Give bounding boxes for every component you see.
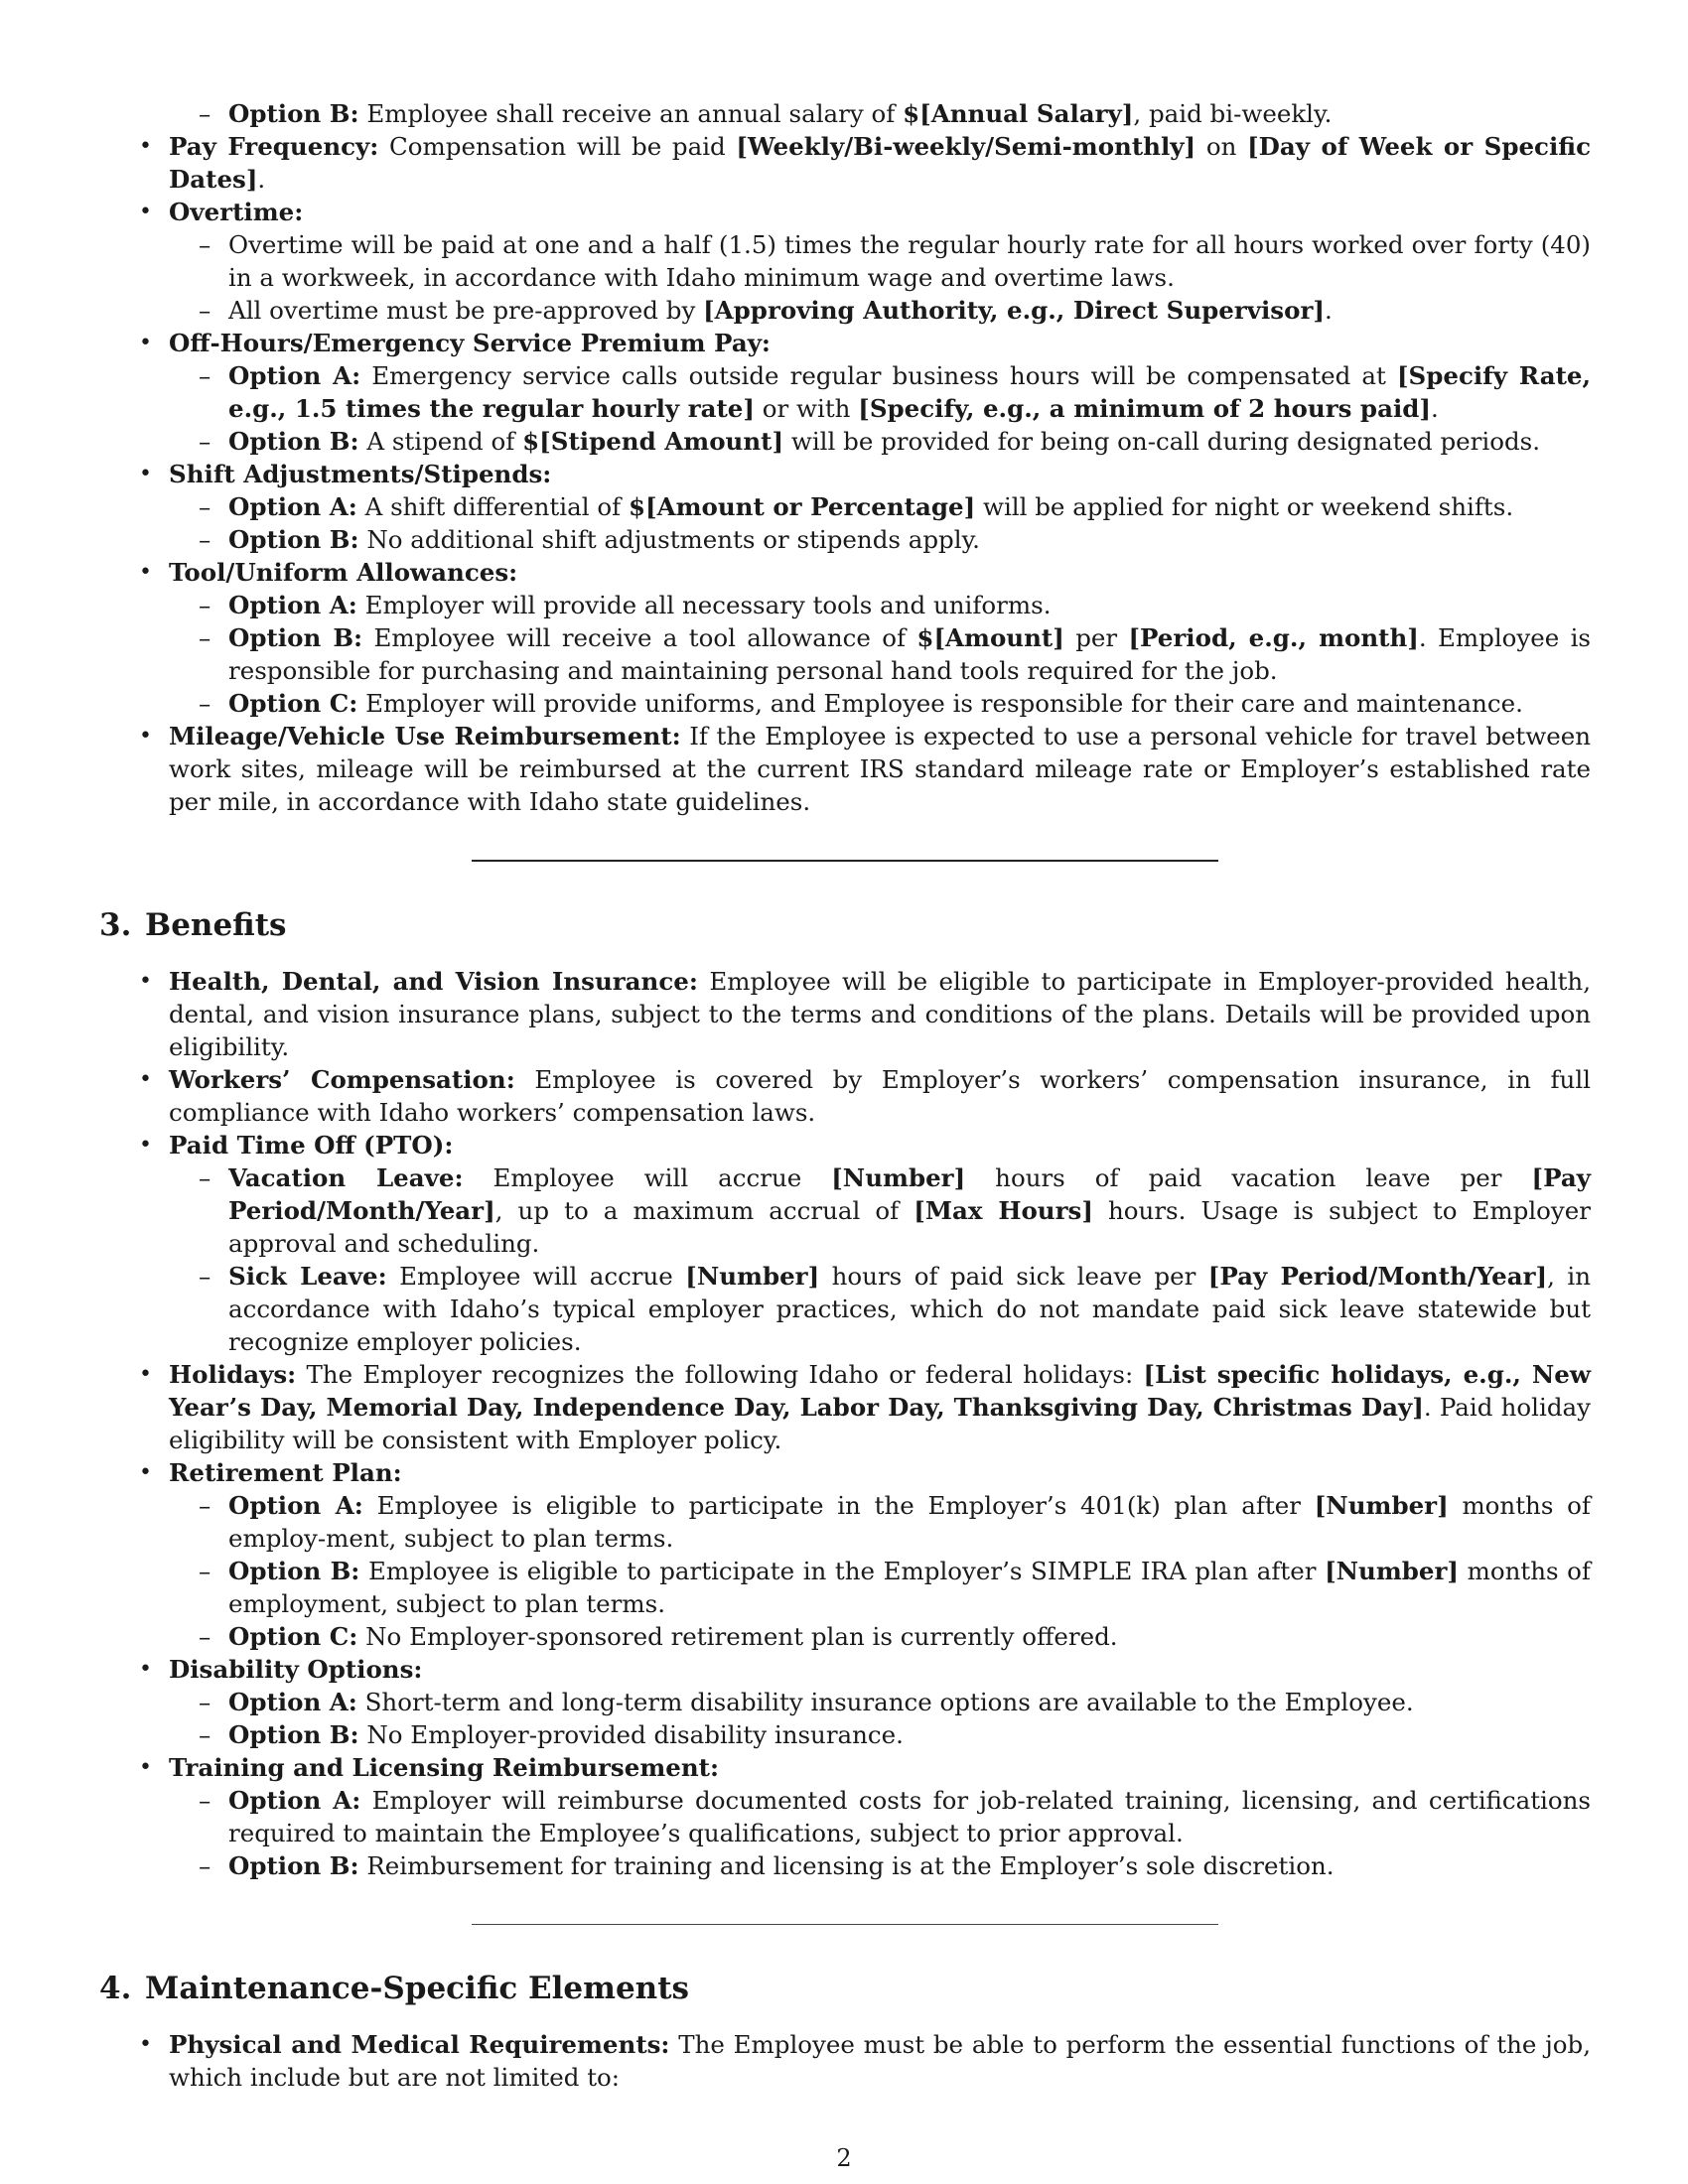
retirement-option-a: – Option A: Employee is eligible to participate in the Employer’s 401(k) plan after [Number] months of employ-ment, subject to plan terms. [99, 1489, 1591, 1555]
mileage-item: • Mileage/Vehicle Use Reimbursement: If the Employee is expected to use a personal vehicle for travel between work sites, mileage will be reimbursed at the current IRS standard mileage rate or Employer’s established rate per mile, in accordance with Idaho state guidelines. [99, 720, 1591, 818]
tools-option-c: – Option C: Employer will provide uniforms, and Employee is responsible for their care and maintenance. [99, 687, 1591, 720]
vacation-leave-subitem: – Vacation Leave: Employee will accrue [Number] hours of paid vacation leave per [Pay Period/Month/Year], up to a maximum accrual of [Max Hours] hours. Usage is subject to Employer approval and scheduling. [99, 1161, 1591, 1260]
overtime-item: • Overtime: [99, 196, 1591, 228]
shift-option-b: – Option B: No additional shift adjustments or stipends apply. [99, 523, 1591, 556]
shift-adjustments-item: • Shift Adjustments/Stipends: [99, 458, 1591, 490]
section-divider [472, 1924, 1218, 1925]
compensation-list-continued [99, 97, 1591, 818]
benefits-list [99, 965, 1591, 1882]
tools-option-a: – Option A: Employer will provide all necessary tools and uniforms. [99, 589, 1591, 621]
overtime-rate-subitem: – Overtime will be paid at one and a half (1.5) times the regular hourly rate for all hours worked over forty (40) in a workweek, in accordance with Idaho minimum wage and overtime laws. [99, 228, 1591, 294]
sick-leave-subitem: – Sick Leave: Employee will accrue [Number] hours of paid sick leave per [Pay Period/Month/Year], in accordance with Idaho’s typical employer practices, which do not mandate paid sick leave statewide but recognize employer policies. [99, 1260, 1591, 1358]
section-4-heading: 4. Maintenance-Specific Elements [99, 1971, 689, 2006]
retirement-option-c: – Option C: No Employer-sponsored retirement plan is currently offered. [99, 1620, 1591, 1653]
page-number: 2 [836, 2144, 852, 2172]
physical-requirements-item: • Physical and Medical Requirements: The Employee must be able to perform the essential functions of the job, which include but are not limited to: [99, 2028, 1591, 2094]
disability-option-a: – Option A: Short-term and long-term disability insurance options are available to the Employee. [99, 1686, 1591, 1718]
pto-item: • Paid Time Off (PTO): [99, 1129, 1591, 1161]
retirement-plan-item: • Retirement Plan: [99, 1456, 1591, 1489]
option-b-annual-salary: – Option B: Employee shall receive an annual salary of $[Annual Salary], paid bi-weekly. [99, 97, 1591, 130]
training-option-a: – Option A: Employer will reimburse documented costs for job-related training, licensing, and certifications required to maintain the Employee’s qualifications, subject to prior approval. [99, 1784, 1591, 1849]
training-reimbursement-item: • Training and Licensing Reimbursement: [99, 1751, 1591, 1784]
disability-option-b: – Option B: No Employer-provided disability insurance. [99, 1718, 1591, 1751]
offhours-premium-item: • Off-Hours/Emergency Service Premium Pay: [99, 327, 1591, 359]
maintenance-list [99, 2028, 1591, 2094]
offhours-option-b: – Option B: A stipend of $[Stipend Amount] will be provided for being on-call during designated periods. [99, 425, 1591, 458]
tool-uniform-item: • Tool/Uniform Allowances: [99, 556, 1591, 589]
health-insurance-item: • Health, Dental, and Vision Insurance: Employee will be eligible to participate in Employer-provided health, dental, and vision insurance plans, subject to the terms and conditions of the plans. Details will be provided upon eligibility. [99, 965, 1591, 1063]
training-option-b: – Option B: Reimbursement for training and licensing is at the Employer’s sole discretion. [99, 1849, 1591, 1882]
tools-option-b: – Option B: Employee will receive a tool allowance of $[Amount] per [Period, e.g., month]. Employee is responsible for purchasing and maintaining personal hand tools required for the job. [99, 621, 1591, 687]
shift-option-a: – Option A: A shift differential of $[Amount or Percentage] will be applied for night or weekend shifts. [99, 490, 1591, 523]
section-3-heading: 3. Benefits [99, 907, 287, 943]
document-content [99, 97, 1591, 2094]
holidays-item: • Holidays: The Employer recognizes the following Idaho or federal holidays: [List specific holidays, e.g., New Year’s Day, Memorial Day, Independence Day, Labor Day, Thanksgiving Day, Christmas Day]. Paid holiday eligibility will be consistent with Employer policy. [99, 1358, 1591, 1456]
retirement-option-b: – Option B: Employee is eligible to participate in the Employer’s SIMPLE IRA plan after [Number] months of employment, subject to plan terms. [99, 1555, 1591, 1620]
offhours-option-a: – Option A: Emergency service calls outside regular business hours will be compensated at [Specify Rate, e.g., 1.5 times the regular hourly rate] or with [Specify, e.g., a minimum of 2 hours paid]. [99, 359, 1591, 425]
disability-options-item: • Disability Options: [99, 1653, 1591, 1686]
section-divider [472, 860, 1218, 862]
overtime-approval-subitem: – All overtime must be pre-approved by [Approving Authority, e.g., Direct Supervisor]. [99, 294, 1591, 327]
workers-comp-item: • Workers’ Compensation: Employee is covered by Employer’s workers’ compensation insurance, in full compliance with Idaho workers’ compensation laws. [99, 1063, 1591, 1129]
pay-frequency-item: • Pay Frequency: Compensation will be paid [Weekly/Bi-weekly/Semi-monthly] on [Day of Week or Specific Dates]. [99, 130, 1591, 196]
